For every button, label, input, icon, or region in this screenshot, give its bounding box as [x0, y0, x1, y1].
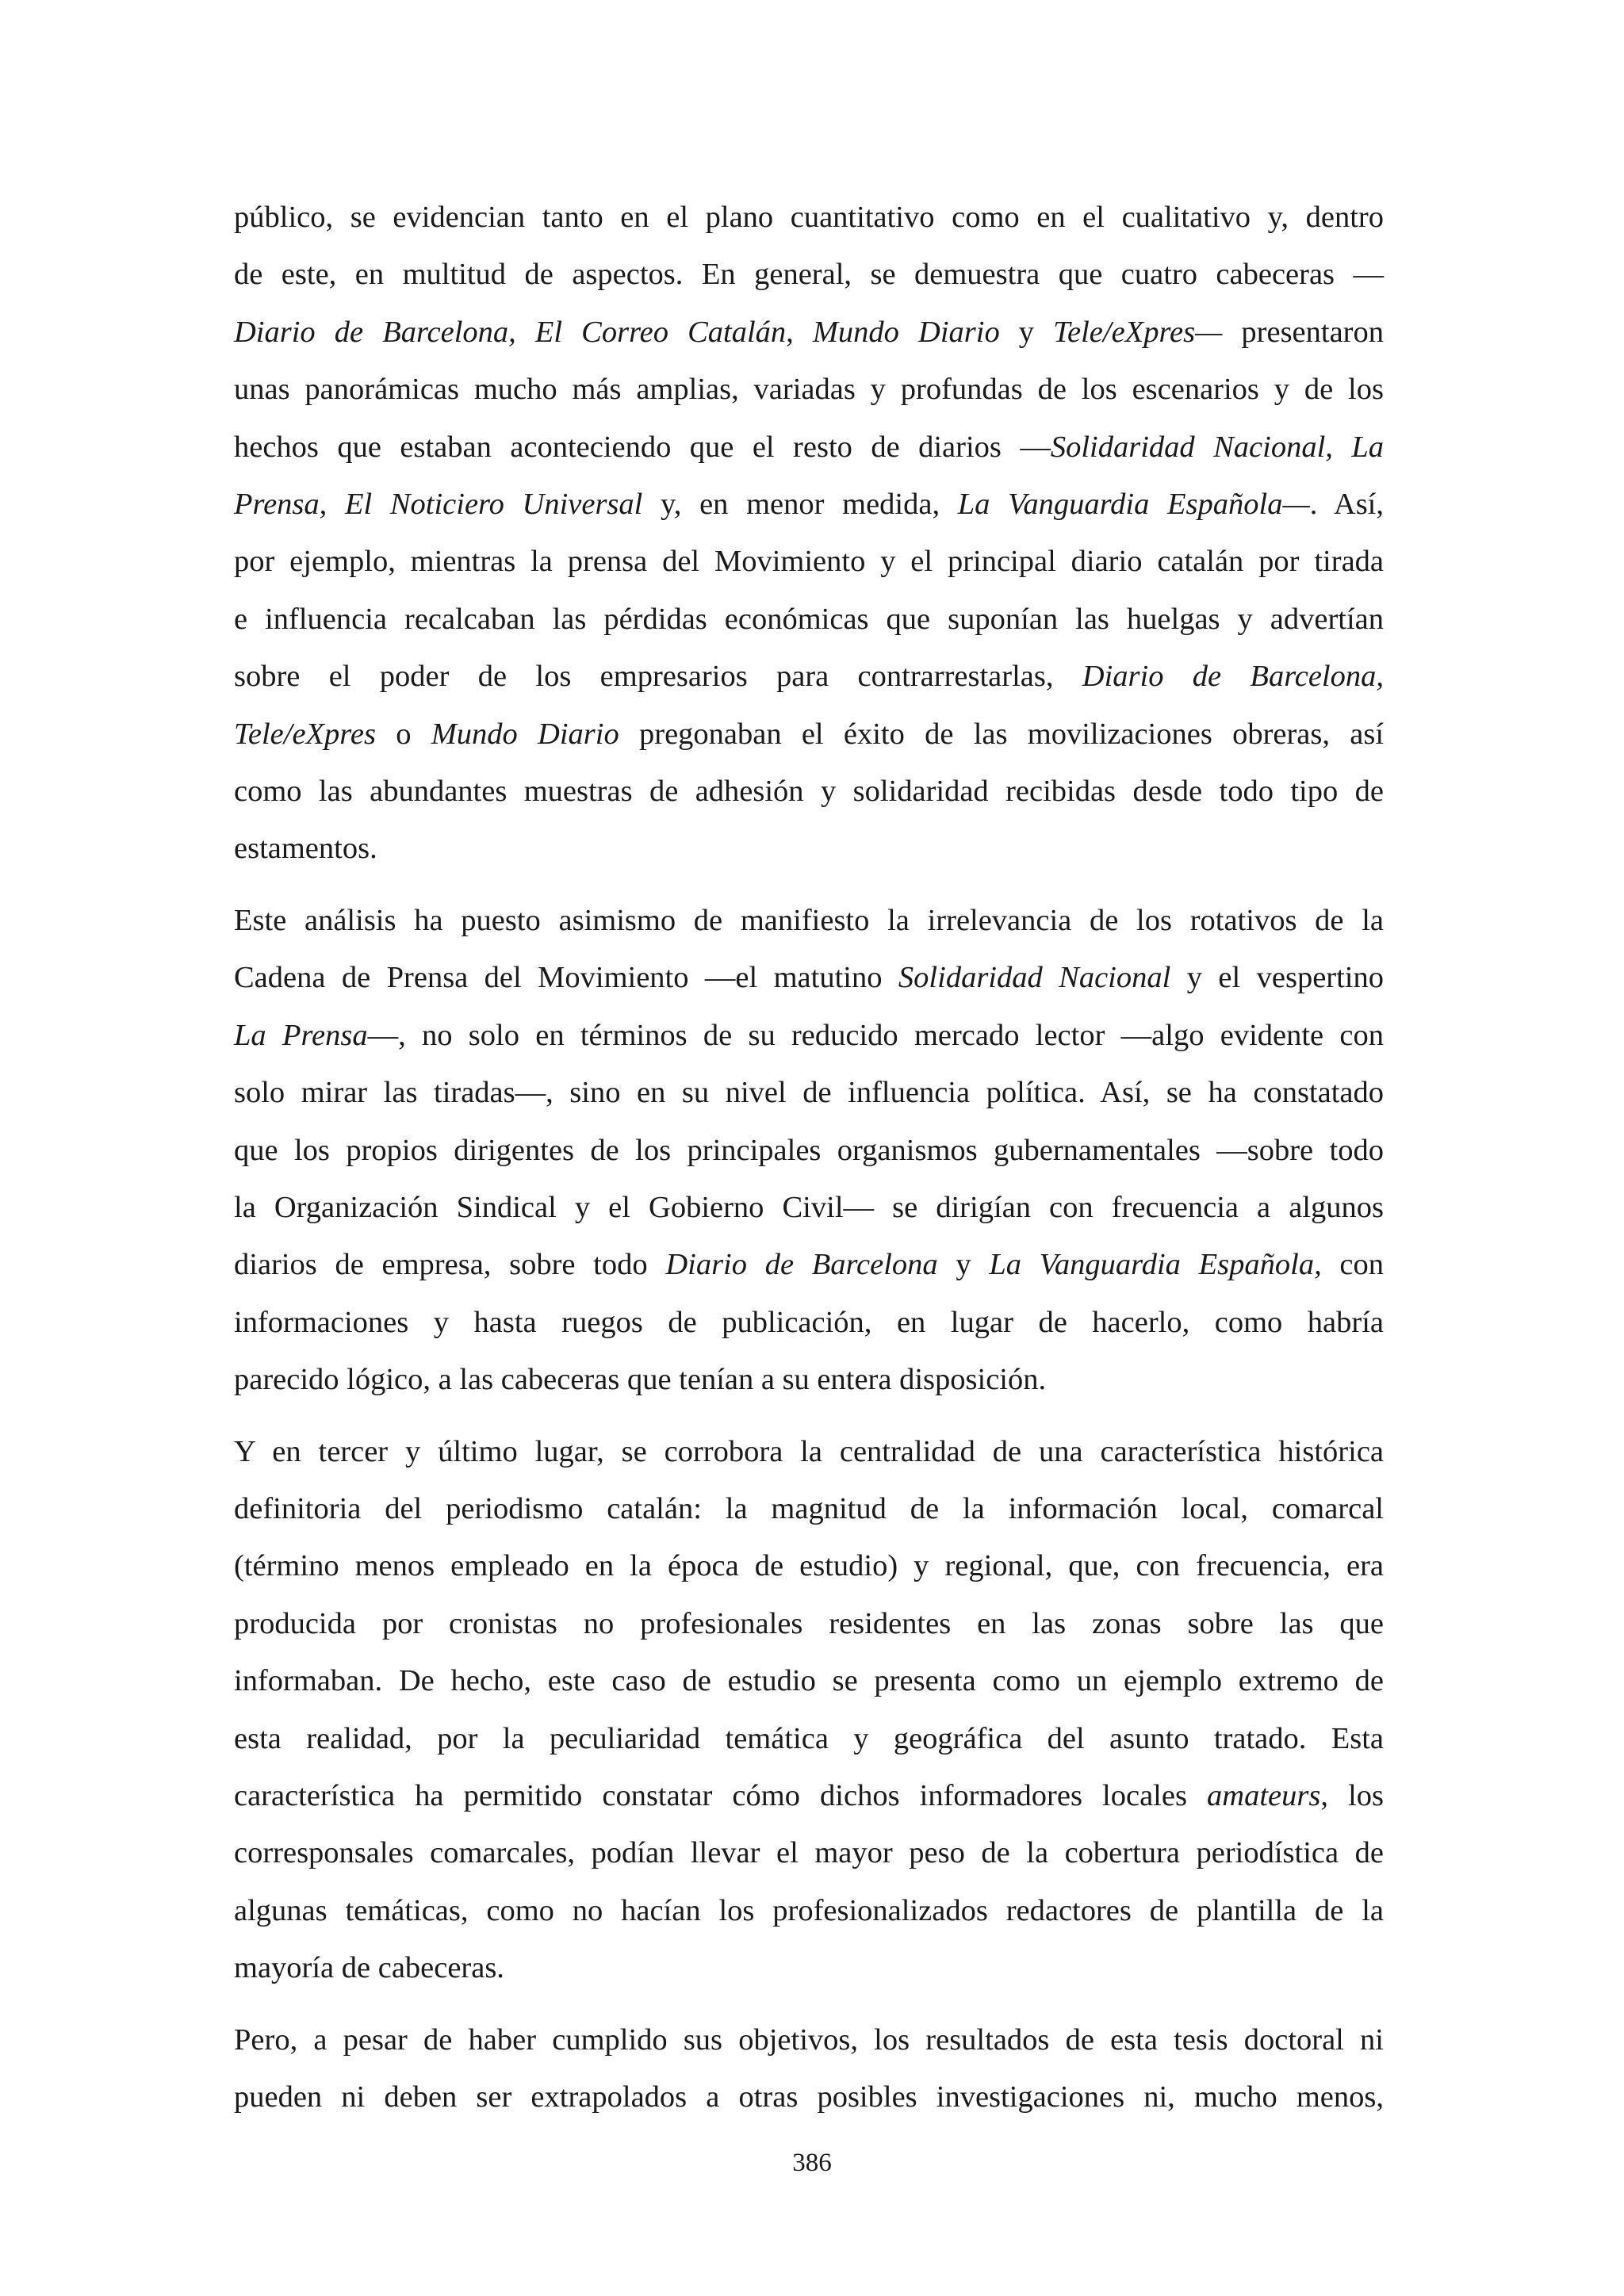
text-line	[234, 949, 1384, 1006]
text-line	[234, 1710, 1384, 1767]
italic-title: Diario de Barcelona, El Correo Catalán, Mundo Diario	[234, 315, 1000, 349]
text-line	[234, 648, 1384, 705]
text-run: Y en tercer y último lugar, se corrobora la centralidad de una característica histórica	[234, 1434, 1384, 1468]
text-run: (término menos empleado en la época de estudio) y regional, que, con frecuencia, era	[234, 1549, 1384, 1583]
text-line	[234, 1064, 1384, 1121]
text-line	[234, 1351, 1384, 1408]
paragraph	[234, 2011, 1384, 2126]
text-run: estamentos.	[234, 832, 377, 866]
text-run: y	[937, 1248, 990, 1282]
text-run: diarios de empresa, sobre todo	[234, 1248, 666, 1282]
text-run: que los propios dirigentes de los principales organismos gubernamentales —sobre todo	[234, 1133, 1384, 1167]
text-line	[234, 1537, 1384, 1594]
text-run: Cadena de Prensa del Movimiento —el matutino	[234, 961, 898, 995]
paragraph	[234, 189, 1384, 878]
text-line	[234, 419, 1384, 476]
text-run: producida por cronistas no profesionales residentes en las zonas sobre las que	[234, 1606, 1384, 1640]
italic-title: Tele/eXpres—	[1053, 315, 1223, 349]
italic-title: Solidaridad Nacional	[898, 961, 1171, 995]
text-line	[234, 706, 1384, 763]
text-run: característica ha permitido constatar cómo dichos informadores locales	[234, 1778, 1208, 1812]
text-line	[234, 1179, 1384, 1236]
italic-title: La Vanguardia Española—	[957, 488, 1310, 522]
text-line	[234, 1824, 1384, 1881]
page-number: 386	[792, 2149, 832, 2177]
text-line	[234, 1652, 1384, 1709]
text-line	[234, 1236, 1384, 1293]
text-run: pueden ni deben ser extrapolados a otras posibles investigaciones ni, mucho menos,	[234, 2080, 1384, 2114]
text-line	[234, 1595, 1384, 1652]
text-line	[234, 763, 1384, 820]
text-run: definitoria del periodismo catalán: la magnitud de la información local, comarcal	[234, 1491, 1384, 1525]
paragraph	[234, 1423, 1384, 1997]
text-line	[234, 1882, 1384, 1939]
text-run: Este análisis ha puesto asimismo de manifiesto la irrelevancia de los rotativos de la	[234, 903, 1384, 937]
italic-title: Diario de Barcelona,	[1082, 660, 1384, 694]
text-run: y	[999, 315, 1054, 349]
text-line	[234, 361, 1384, 418]
text-line	[234, 1294, 1384, 1351]
text-run: hechos que estaban aconteciendo que el resto de diarios —	[234, 430, 1051, 464]
paragraph	[234, 892, 1384, 1409]
text-line	[234, 1423, 1384, 1480]
text-run: presentaron	[1222, 315, 1384, 349]
text-run: como las abundantes muestras de adhesión y solidaridad recibidas desde todo tipo de	[234, 775, 1384, 809]
italic-title: amateurs	[1207, 1778, 1321, 1812]
text-line	[234, 1480, 1384, 1537]
italic-title: La Vanguardia Española,	[989, 1248, 1322, 1282]
italic-title: Tele/eXpres	[234, 717, 376, 751]
text-line	[234, 1767, 1384, 1824]
text-run: y el vespertino	[1170, 961, 1384, 995]
text-run: algunas temáticas, como no hacían los profesionalizados redactores de plantilla de la	[234, 1893, 1384, 1927]
text-run: informaciones y hasta ruegos de publicación, en lugar de hacerlo, como habría	[234, 1305, 1384, 1339]
text-line	[234, 892, 1384, 949]
text-line	[234, 2011, 1384, 2068]
text-run: e influencia recalcaban las pérdidas económicas que suponían las huelgas y advertían	[234, 602, 1384, 636]
text-line	[234, 1939, 1384, 1996]
text-line	[234, 476, 1384, 533]
text-line	[234, 820, 1384, 877]
text-run: pregonaban el éxito de las movilizaciones obreras, así	[619, 717, 1385, 751]
italic-title: Solidaridad Nacional, La	[1050, 430, 1384, 464]
text-run: —, no solo en términos de su reducido mercado lector —algo evidente con	[367, 1018, 1385, 1052]
text-line	[234, 189, 1384, 246]
text-run: y, en menor medida,	[642, 488, 958, 522]
text-run: con	[1321, 1248, 1384, 1282]
text-run: esta realidad, por la peculiaridad temática y geográfica del asunto tratado. Esta	[234, 1721, 1384, 1755]
text-run: corresponsales comarcales, podían llevar el mayor peso de la cobertura periodística de	[234, 1836, 1384, 1870]
text-line	[234, 2068, 1384, 2126]
text-run: público, se evidencian tanto en el plano cuantitativo como en el cualitativo y, dentro	[234, 201, 1384, 234]
page-body	[234, 189, 1384, 2126]
text-line	[234, 533, 1384, 590]
text-run: Pero, a pesar de haber cumplido sus objetivos, los resultados de esta tesis doctoral ni	[234, 2022, 1384, 2057]
text-run: parecido lógico, a las cabeceras que tenían a su entera disposición.	[234, 1363, 1047, 1397]
text-line	[234, 246, 1384, 303]
text-run: por ejemplo, mientras la prensa del Movimiento y el principal diario catalán por tirada	[234, 545, 1384, 579]
text-run: . Así,	[1309, 488, 1385, 522]
text-run: , los	[1320, 1778, 1384, 1812]
text-run: informaban. De hecho, este caso de estudio se presenta como un ejemplo extremo de	[234, 1664, 1384, 1698]
text-run: de este, en multitud de aspectos. En general, se demuestra que cuatro cabeceras —	[234, 258, 1384, 292]
text-line	[234, 304, 1384, 361]
text-run: o	[375, 717, 431, 751]
text-run: sobre el poder de los empresarios para contrarrestarlas,	[234, 660, 1082, 694]
italic-title: Prensa, El Noticiero Universal	[234, 488, 643, 522]
text-run: solo mirar las tiradas—, sino en su nivel de influencia política. Así, se ha constatado	[234, 1076, 1384, 1110]
italic-title: Diario de Barcelona	[665, 1248, 938, 1282]
text-line	[234, 1122, 1384, 1179]
italic-title: Mundo Diario	[431, 717, 619, 751]
text-run: mayoría de cabeceras.	[234, 1951, 504, 1985]
text-run: la Organización Sindical y el Gobierno Civil— se dirigían con frecuencia a algunos	[234, 1190, 1384, 1224]
text-line	[234, 591, 1384, 648]
text-line	[234, 1007, 1384, 1064]
italic-title: La Prensa	[234, 1018, 368, 1052]
text-run: unas panorámicas mucho más amplias, variadas y profundas de los escenarios y de los	[234, 373, 1384, 407]
